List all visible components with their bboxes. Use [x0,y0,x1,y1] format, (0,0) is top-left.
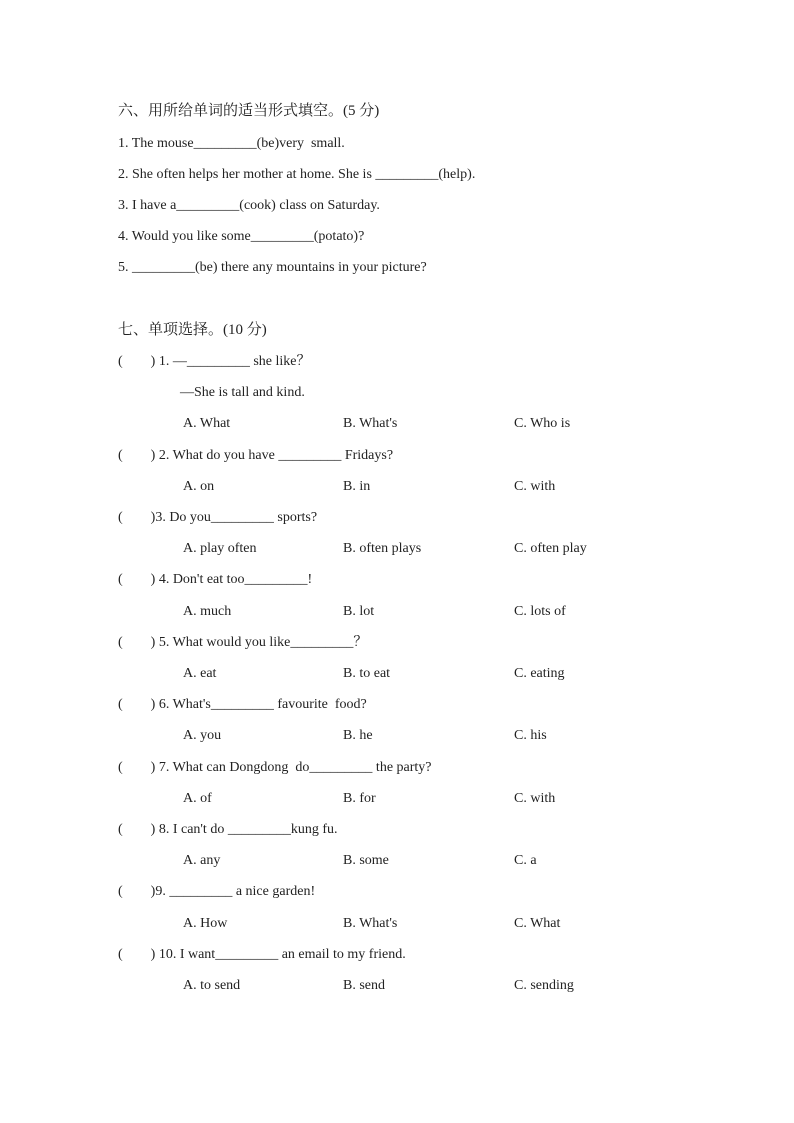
fill-item-4: 4. Would you like some_________(potato)? [118,229,365,244]
question-8-option-b: B. some [343,853,389,868]
question-5-option-c: C. eating [514,666,565,681]
question-10-option-a: A. to send [183,978,241,993]
question-2-stem: ( ) 2. What do you have _________ Fridays? [118,448,394,463]
question-1-option-b: B. What's [343,416,398,431]
section6-heading: 六、用所给单词的适当形式填空。(5 分) [118,103,380,119]
question-8-option-a: A. any [183,853,221,868]
question-4-option-c: C. lots of [514,604,566,619]
question-1-option-a: A. What [183,416,231,431]
question-1-stem: ( ) 1. —_________ she like？ [118,354,311,369]
question-5-stem: ( ) 5. What would you like_________？ [118,635,368,650]
fill-item-5: 5. _________(be) there any mountains in your picture? [118,260,427,275]
question-9-option-b: B. What's [343,916,398,931]
question-2-option-c: C. with [514,479,556,494]
fill-item-3: 3. I have a_________(cook) class on Saturday. [118,198,380,213]
question-3-option-b: B. often plays [343,541,422,556]
question-3-stem: ( )3. Do you_________ sports? [118,510,318,525]
question-2-option-b: B. in [343,479,371,494]
question-7-option-b: B. for [343,791,376,806]
question-9-option-a: A. How [183,916,228,931]
question-4-stem: ( ) 4. Don't eat too_________! [118,572,313,587]
question-6-option-b: B. he [343,728,373,743]
question-6-option-a: A. you [183,728,222,743]
question-9-stem: ( )9. _________ a nice garden! [118,884,316,899]
question-8-option-c: C. a [514,853,537,868]
question-1-option-c: C. Who is [514,416,571,431]
question-2-option-a: A. on [183,479,215,494]
section7-heading: 七、单项选择。(10 分) [118,322,267,338]
question-3-option-c: C. often play [514,541,587,556]
question-9-option-c: C. What [514,916,561,931]
question-10-stem: ( ) 10. I want_________ an email to my friend. [118,947,406,962]
fill-item-2: 2. She often helps her mother at home. She is _________(help). [118,167,476,182]
question-6-stem: ( ) 6. What's_________ favourite food? [118,697,367,712]
question-6-option-c: C. his [514,728,547,743]
question-10-option-b: B. send [343,978,385,993]
question-4-option-a: A. much [183,604,232,619]
question-4-option-b: B. lot [343,604,375,619]
question-5-option-a: A. eat [183,666,217,681]
question-3-option-a: A. play often [183,541,257,556]
question-10-option-c: C. sending [514,978,574,993]
fill-item-1: 1. The mouse_________(be)very small. [118,136,345,151]
question-8-stem: ( ) 8. I can't do _________kung fu. [118,822,338,837]
question-7-option-c: C. with [514,791,556,806]
question-5-option-b: B. to eat [343,666,391,681]
question-1-answer-line: —She is tall and kind. [180,385,305,400]
question-7-option-a: A. of [183,791,212,806]
question-7-stem: ( ) 7. What can Dongdong do_________ the party? [118,760,432,775]
